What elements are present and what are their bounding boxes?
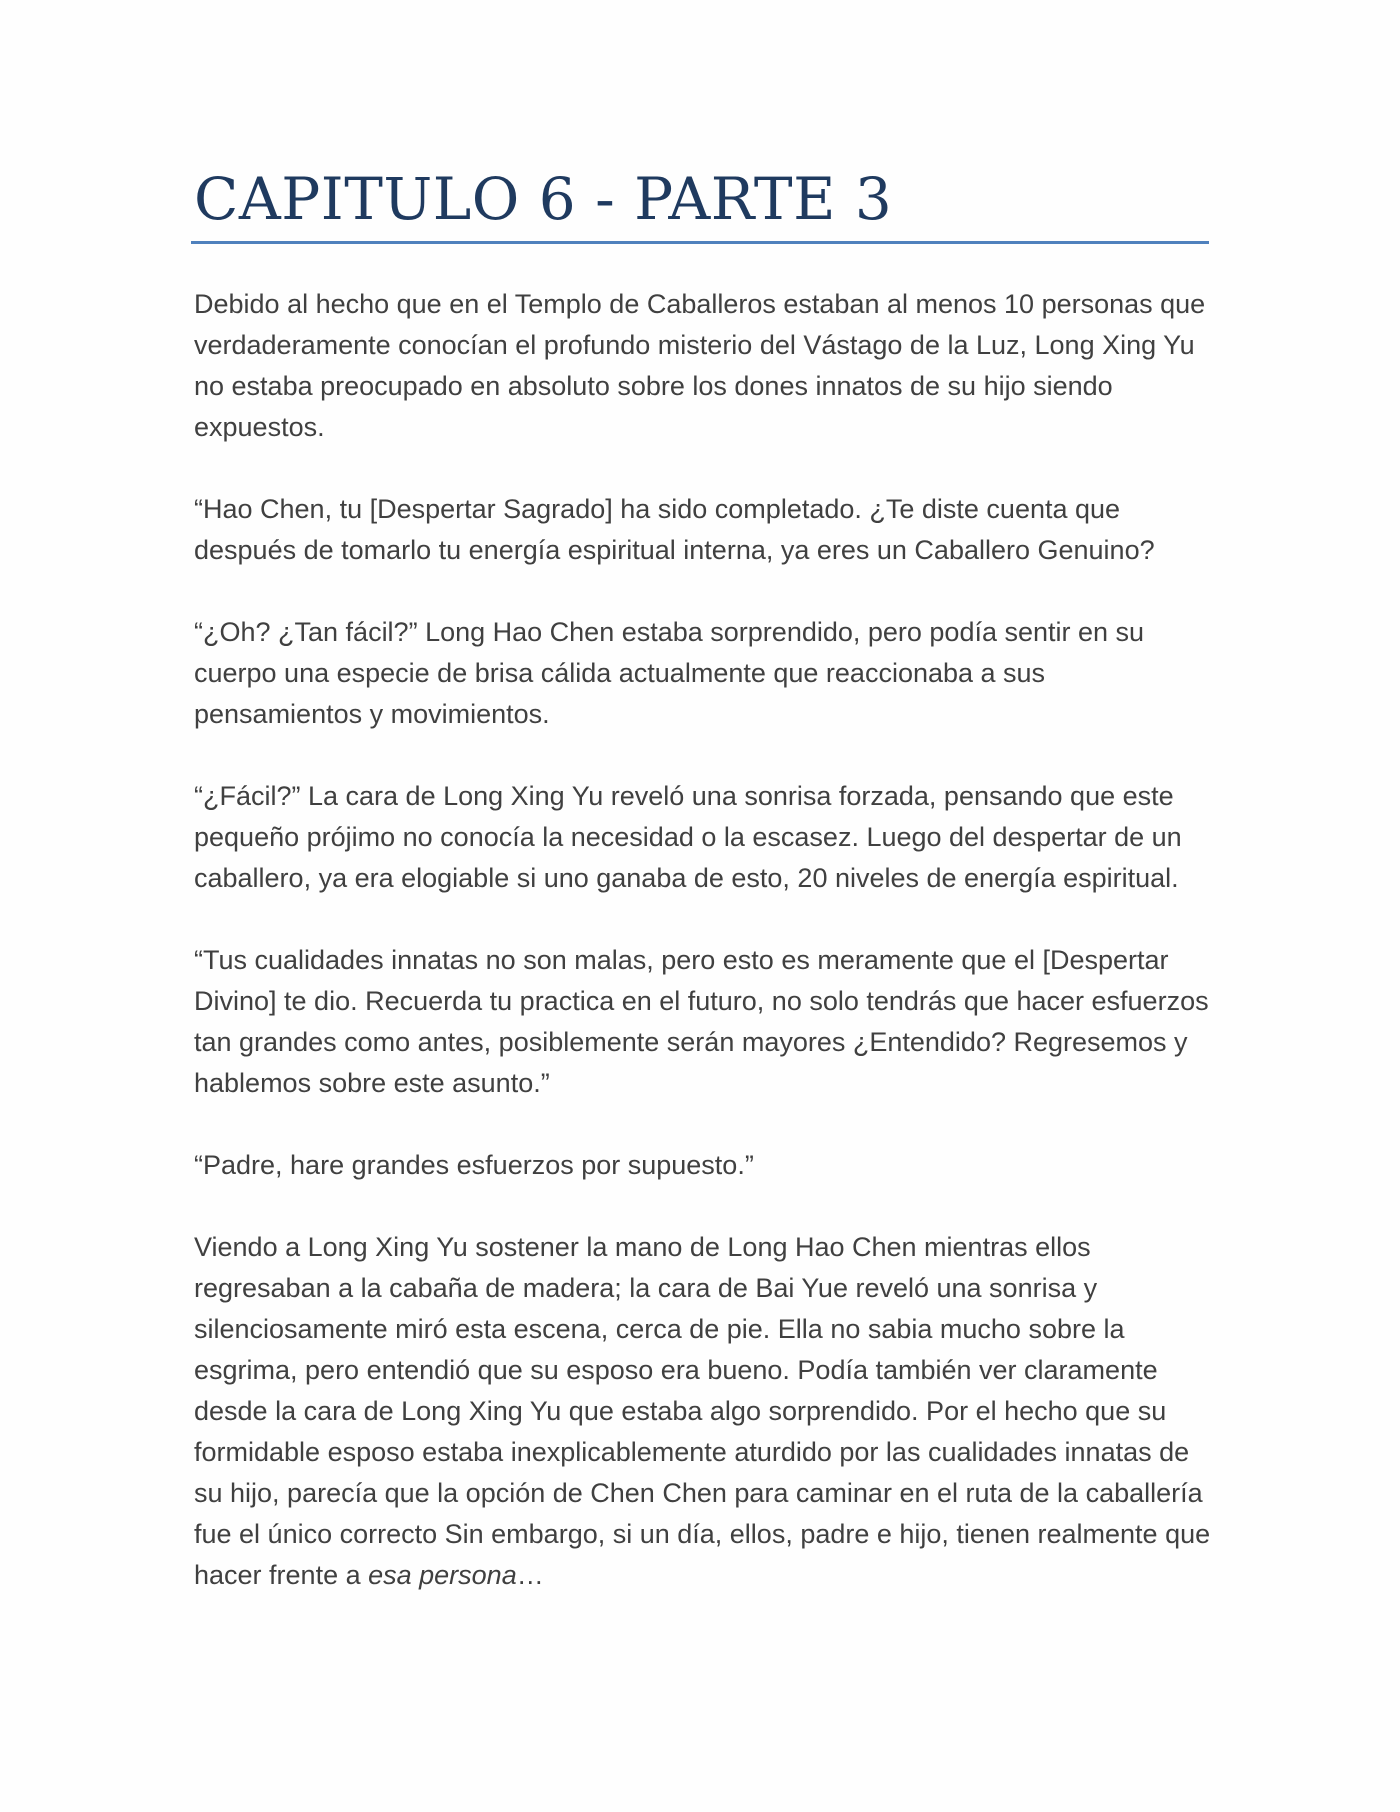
paragraph-3: “¿Oh? ¿Tan fácil?” Long Hao Chen estaba sorprendido, pero podía sentir en su cuerpo una especie de brisa cálida actualmente que reaccionaba a sus pensamientos y movimientos. bbox=[194, 617, 1145, 729]
paragraph-1: Debido al hecho que en el Templo de Caballeros estaban al menos 10 personas que verdaderamente conocían el profundo misterio del Vástago de la Luz, Long Xing Yu no estaba preocupado en absoluto sobre los dones innatos de su hijo siendo expuestos. bbox=[194, 289, 1206, 442]
title-underline bbox=[191, 241, 1209, 244]
paragraph-7-text: Viendo a Long Xing Yu sostener la mano de Long Hao Chen mientras ellos regresaban a la cabaña de madera; la cara de Bai Yue reveló una sonrisa y silenciosamente miró esta escena, cerca de pie. Ella no sabia mucho sobre la esgrima, pero entendió que su esposo era bueno. Podía también ver claramente desde la cara de Long Xing Yu que estaba algo sorprendido. Por el hecho que su formidable esposo estaba inexplicablemente aturdido por las cualidades innatas de su hijo, parecía que la opción de Chen Chen para caminar en el ruta de la caballería fue el único correcto Sin embargo, si un día, ellos, padre e hijo, tienen realmente que hacer frente a bbox=[194, 1232, 1211, 1590]
paragraph-7 bbox=[194, 1227, 1214, 1596]
paragraph-2: “Hao Chen, tu [Despertar Sagrado] ha sido completado. ¿Te diste cuenta que después de tomarlo tu energía espiritual interna, ya eres un Caballero Genuino? bbox=[194, 494, 1155, 565]
paragraph-7-ending: … bbox=[516, 1560, 544, 1590]
chapter-body bbox=[194, 284, 1214, 1637]
paragraph-7-italic: esa persona bbox=[368, 1560, 517, 1590]
paragraph-5: “Tus cualidades innatas no son malas, pero esto es meramente que el [Despertar Divino] te dio. Recuerda tu practica en el futuro, no solo tendrás que hacer esfuerzos tan grandes como antes, posiblemente serán mayores ¿Entendido? Regresemos y hablemos sobre este asunto.” bbox=[194, 945, 1209, 1098]
chapter-title: CAPITULO 6 - PARTE 3 bbox=[194, 165, 893, 233]
paragraph-6: “Padre, hare grandes esfuerzos por supuesto.” bbox=[194, 1150, 754, 1180]
paragraph-4: “¿Fácil?” La cara de Long Xing Yu reveló una sonrisa forzada, pensando que este pequeño prójimo no conocía la necesidad o la escasez. Luego del despertar de un caballero, ya era elogiable si uno ganaba de esto, 20 niveles de energía espiritual. bbox=[194, 781, 1182, 893]
